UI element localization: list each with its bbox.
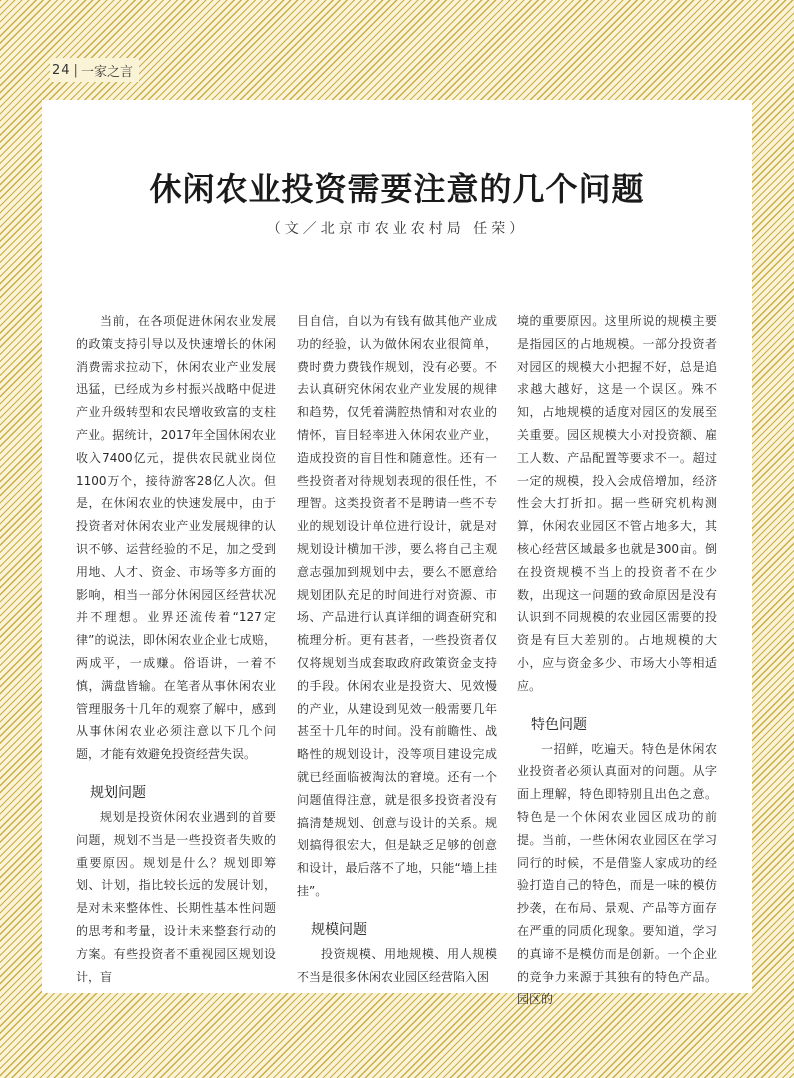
paragraph-features: 一招鲜，吃遍天。特色是休闲农业投资者必须认真面对的问题。从字面上理解，特色即特别且出色之意。特色是一个休闲农业园区成功的前提。当前，一些休闲农业园区在学习同行的时候，不是借鉴人家成功的经验打造自己的特色，而是一味的模仿抄袭，在布局、景观、产品等方面存在严重的同质化现象。要知道，学习的真谛不是模仿而是创新。一个企业的竞争力来源于其独有的特色产品。园区的	[517, 741, 717, 1007]
article-title: 休闲农业投资需要注意的几个问题	[149, 170, 645, 208]
paragraph-planning-continued: 目自信，自以为有钱有做其他产业成功的经验，认为做休闲农业很简单，费时费力费钱作规划，没有必要。不去认真研究休闲农业产业发展的规律和趋势，仅凭着满腔热情和对农业的情怀，盲目轻率进入休闲农业产业，造成投资的盲目性和随意性。还有一些投资者对待规划表现的很任性，不理智。这类投资者不是聘请一些不专业的规划设计单位进行设计，就是对规划设计横加干涉，要么将自己主观意志强加到规划中去，要么不愿意给规划团队充足的时间进行对资源、市场、产品进行认真详细的调查研究和梳理分析。更有甚者，一些投资者仅仅将规划当成套取政府政策资金支持的手段。休闲农业是投资大、见效慢的产业，从建设到见效一般需要几年甚至十几年的时间。没有前瞻性、战略性的规划设计，没等项目建设完成就已经面临被淘汰的窘境。还有一个问题值得注意，就是很多投资者没有搞清楚规划、创意与设计的关系。规划搞得很宏大，但是缺乏足够的创意和设计，最后落不了地，只能“墙上挂挂”。	[297, 314, 497, 898]
section-heading-scale: 规模问题	[311, 921, 367, 938]
text-column-3	[517, 310, 717, 1011]
page-number: 24	[52, 62, 71, 78]
article-page	[42, 100, 752, 1007]
text-column-2	[297, 310, 497, 988]
paragraph-intro: 当前，在各项促进休闲农业发展的政策支持引导以及快速增长的休闲消费需求拉动下，休闲农业产业发展迅猛，已经成为乡村振兴战略中促进产业升级转型和农民增收致富的支柱产业。据统计，2017年全国休闲农业收入7400亿元，提供农民就业岗位1100万个，接待游客28亿人次。但是，在休闲农业的快速发展中，由于投资者对休闲农业产业发展规律的认识不够、运营经验的不足，加之受到用地、人才、资金、市场等多方面的影响，相当一部分休闲园区经营状况并不理想。业界还流传着“127定律”的说法，即休闲农业企业七成赔，两成平，一成赚。俗语讲，一着不慎，满盘皆输。在笔者从事休闲农业管理服务十几年的观察了解中，感到从事休闲农业必须注意以下几个问题，才能有效避免投资经营失误。	[76, 314, 276, 762]
article-byline: （文／北京市农业农村局 任荣）	[266, 221, 528, 237]
running-header	[50, 58, 139, 82]
paragraph-scale: 投资规模、用地规模、用人规模不当是很多休闲农业园区经营陷入困	[297, 946, 497, 984]
section-name: 一家之言	[80, 64, 133, 80]
section-heading-planning: 规划问题	[90, 784, 146, 801]
paragraph-planning: 规划是投资休闲农业遇到的首要问题，规划不当是一些投资者失败的重要原因。规划是什么？规划即筹划、计划，指比较长远的发展计划，是对未来整体性、长期性基本性问题的思考和考量，设计未来整套行动的方案。有些投资者不重视园区规划设计，盲	[76, 809, 276, 984]
section-heading-features: 特色问题	[531, 716, 587, 733]
paragraph-scale-continued: 境的重要原因。这里所说的规模主要是指园区的占地规模。一部分投资者对园区的规模大小把握不好，总是追求越大越好，这是一个误区。殊不知，占地规模的适度对园区的发展至关重要。园区规模大小对投资额、雇工人数、产品配置等要求不一。超过一定的规模，投入会成倍增加，经济性会大打折扣。据一些研究机构测算，休闲农业园区不管占地多大，其核心经营区域最多也就是300亩。倒在投资规模不当上的投资者不在少数，出现这一问题的致命原因是没有认识到不同规模的农业园区需要的投资是有巨大差别的。占地规模的大小，应与资金多少、市场大小等相适应。	[517, 314, 717, 693]
text-column-1	[76, 310, 276, 988]
header-separator: |	[73, 62, 78, 78]
